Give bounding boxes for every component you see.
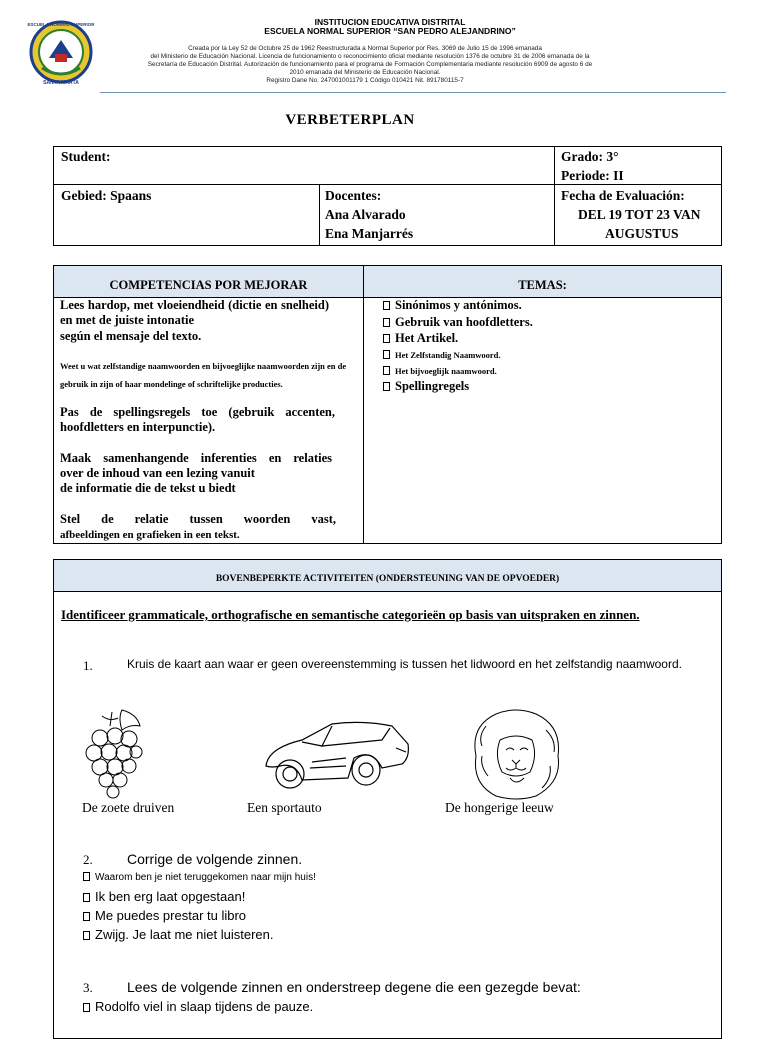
fecha-label: Fecha de Evaluación: bbox=[561, 188, 685, 203]
exercise-number: 3. bbox=[83, 980, 93, 995]
competency-item: afbeeldingen en grafieken in een tekst. bbox=[60, 529, 240, 541]
sports-car-image bbox=[262, 718, 412, 794]
checkbox-icon bbox=[83, 931, 90, 940]
checkbox-icon bbox=[83, 1003, 90, 1012]
sentence-item: Rodolfo viel in slaap tijdens de pauze. bbox=[83, 999, 313, 1014]
competency-item: over de inhoud van een lezing vanuit bbox=[60, 466, 255, 480]
header-info-line-1: Creada por la Ley 52 de Octubre 25 de 1962 Reestructurada a Normal Superior por Res. 3069 de Julio 15 de 1996 emanada bbox=[188, 45, 542, 52]
checkbox-icon bbox=[83, 893, 90, 902]
exercise-instruction: Lees de volgende zinnen en onderstreep degene die een gezegde bevat: bbox=[127, 979, 581, 995]
competencias-header: COMPETENCIAS POR MEJORAR bbox=[109, 278, 308, 292]
tema-item: Het bijvoeglijk naamwoord. bbox=[383, 363, 497, 379]
header-info-line-4: 2010 emanada del Ministerio de Educación Nacional. bbox=[289, 69, 441, 76]
student-info-table bbox=[53, 146, 722, 246]
exercise-instruction: Corrige de volgende zinnen. bbox=[127, 851, 303, 867]
activities-section bbox=[53, 559, 722, 1039]
image-caption: De hongerige leeuw bbox=[445, 800, 554, 815]
school-name: ESCUELA NORMAL SUPERIOR “SAN PEDRO ALEJANDRINO” bbox=[264, 26, 516, 36]
competency-item: de informatie die de tekst u biedt bbox=[60, 481, 236, 495]
exercise-instruction: Kruis de kaart aan waar er geen overeenstemming is tussen het lidwoord en het zelfstandig naamwoord. bbox=[127, 657, 682, 671]
checkbox-icon bbox=[383, 350, 390, 359]
exercise-number: 2. bbox=[83, 852, 93, 867]
grapes-image bbox=[82, 708, 148, 800]
crest-top-text: ESCUELA NORMAL SUPERIOR bbox=[27, 22, 95, 27]
tema-item: Spellingregels bbox=[383, 378, 469, 394]
image-caption: Een sportauto bbox=[247, 800, 322, 815]
table-divider bbox=[319, 184, 320, 245]
sentence-item: Waarom ben je niet teruggekomen naar mijn huis! bbox=[83, 872, 316, 883]
competency-item: Lees hardop, met vloeiendheid (dictie en snelheid) en met de juiste intonatie bbox=[60, 298, 329, 327]
table-divider bbox=[363, 266, 364, 543]
docente-name: Ena Manjarrés bbox=[325, 226, 414, 241]
school-crest-logo bbox=[22, 18, 100, 86]
activities-header: BOVENBEPERKTE ACTIVITEITEN (ONDERSTEUNING VAN DE OPVOEDER) bbox=[215, 574, 560, 584]
exercise-number: 1. bbox=[83, 658, 93, 673]
header-info-line-3: Secretaría de Educación Distrital. Autorización de funcionamiento para el programa de Formación Complementaria mediante resolución 6909 de agosto 6 de bbox=[147, 61, 593, 68]
checkbox-icon bbox=[83, 872, 90, 881]
competency-item: Maak samenhangende inferenties en relaties bbox=[60, 451, 332, 465]
temas-header: TEMAS: bbox=[518, 278, 567, 292]
objective-text: Identificeer grammaticale, orthografische en semantische categorieën op basis van uitspraken en zinnen. bbox=[61, 607, 640, 622]
table-divider bbox=[554, 147, 555, 245]
checkbox-icon bbox=[383, 318, 390, 327]
header-divider bbox=[100, 92, 726, 93]
checkbox-icon bbox=[383, 382, 390, 391]
crest-bottom-text: SANTA MARTA bbox=[43, 80, 79, 86]
competency-item: Weet u wat zelfstandige naamwoorden en bijvoeglijke naamwoorden zijn en de gebruik in zijn of haar mondelinge of schriftelijke producties. bbox=[60, 361, 347, 389]
sentence-item: Ik ben erg laat opgestaan! bbox=[83, 889, 245, 904]
checkbox-icon bbox=[83, 912, 90, 921]
tema-item: Sinónimos y antónimos. bbox=[383, 297, 522, 313]
docente-name: Ana Alvarado bbox=[325, 207, 406, 222]
competency-item: Pas de spellingsregels toe (gebruik accenten, hoofdletters en interpunctie). bbox=[60, 405, 335, 434]
fecha-dates: DEL 19 TOT 23 VAN bbox=[578, 207, 701, 222]
competency-item: según el mensaje del texto. bbox=[60, 329, 202, 343]
checkbox-icon bbox=[383, 334, 390, 343]
checkbox-icon bbox=[383, 301, 390, 310]
sentence-item: Me puedes prestar tu libro bbox=[83, 908, 246, 923]
header-info-line-2: del Ministerio de Educación Nacional. Licencia de funcionamiento o reconocimiento oficial mediante resolución 1376 de octubre 31 de 2006 emanada de la bbox=[150, 53, 590, 60]
sentence-item: Zwijg. Je laat me niet luisteren. bbox=[83, 927, 273, 942]
fecha-month: AUGUSTUS bbox=[605, 226, 679, 241]
document-title: VERBETERPLAN bbox=[285, 112, 415, 128]
header-info-line-5: Registro Dane No. 247001001179 1 Código 010421 Nit. 891780115-7 bbox=[266, 77, 464, 84]
tema-item: Het Artikel. bbox=[383, 330, 458, 346]
institution-name: INSTITUCION EDUCATIVA DISTRITAL bbox=[314, 17, 466, 27]
competencias-table bbox=[53, 265, 722, 544]
docentes-label: Docentes: bbox=[325, 188, 382, 203]
table-divider bbox=[54, 591, 721, 592]
competency-item: Stel de relatie tussen woorden vast, bbox=[60, 512, 336, 526]
student-label: Student: bbox=[61, 149, 111, 164]
image-caption: De zoete druiven bbox=[82, 800, 175, 815]
periode-value: Periode: II bbox=[561, 168, 624, 183]
tema-item: Gebruik van hoofdletters. bbox=[383, 314, 533, 330]
checkbox-icon bbox=[383, 366, 390, 375]
grado-value: Grado: 3° bbox=[561, 149, 619, 164]
gebied-value: Gebied: Spaans bbox=[61, 188, 152, 203]
tema-item: Het Zelfstandig Naamwoord. bbox=[383, 347, 501, 363]
lion-image bbox=[466, 706, 568, 802]
